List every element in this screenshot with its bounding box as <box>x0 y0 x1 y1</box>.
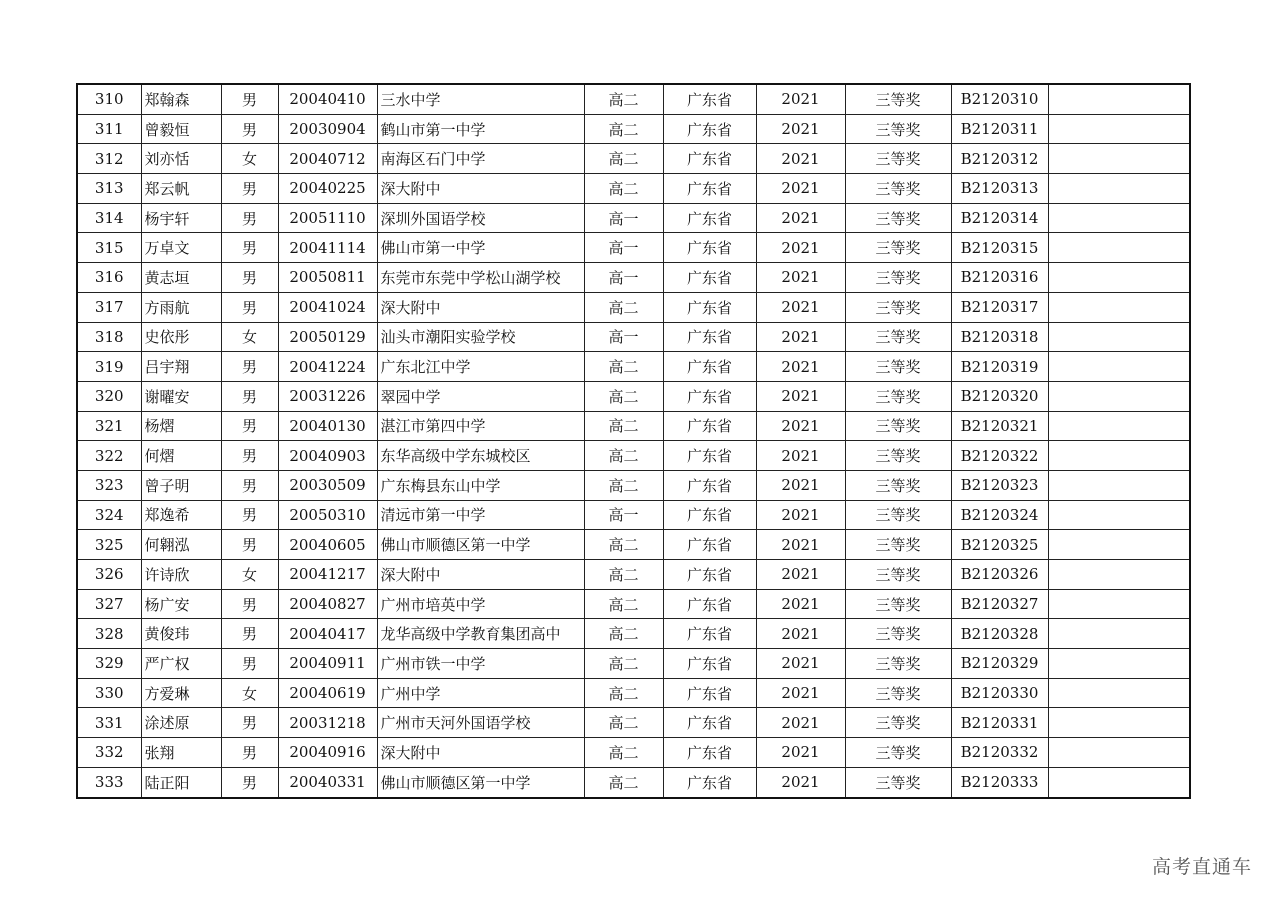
grade-cell: 高二 <box>584 619 663 649</box>
grade-cell: 高一 <box>584 263 663 293</box>
note-cell <box>1048 381 1190 411</box>
gender-cell: 男 <box>221 767 278 797</box>
row-number-cell: 318 <box>77 322 141 352</box>
school-cell: 龙华高级中学教育集团高中 <box>377 619 584 649</box>
table-row <box>77 589 1190 619</box>
birthdate-cell: 20041114 <box>278 233 377 263</box>
gender-cell: 男 <box>221 589 278 619</box>
school-cell: 翠园中学 <box>377 381 584 411</box>
row-number-cell: 324 <box>77 500 141 530</box>
grade-cell: 高二 <box>584 441 663 471</box>
award-cell: 三等奖 <box>845 381 951 411</box>
awards-table <box>76 83 1191 799</box>
year-cell: 2021 <box>756 500 845 530</box>
award-cell: 三等奖 <box>845 530 951 560</box>
table-row <box>77 352 1190 382</box>
school-cell: 广州市铁一中学 <box>377 649 584 679</box>
row-number-cell: 329 <box>77 649 141 679</box>
award-cell: 三等奖 <box>845 589 951 619</box>
row-number-cell: 311 <box>77 114 141 144</box>
student-name-cell: 何熠 <box>141 441 221 471</box>
grade-cell: 高二 <box>584 174 663 204</box>
province-cell: 广东省 <box>663 144 756 174</box>
school-cell: 清远市第一中学 <box>377 500 584 530</box>
birthdate-cell: 20040225 <box>278 174 377 204</box>
gender-cell: 男 <box>221 649 278 679</box>
province-cell: 广东省 <box>663 411 756 441</box>
province-cell: 广东省 <box>663 560 756 590</box>
award-cell: 三等奖 <box>845 263 951 293</box>
table-row <box>77 500 1190 530</box>
note-cell <box>1048 678 1190 708</box>
gender-cell: 女 <box>221 322 278 352</box>
birthdate-cell: 20041217 <box>278 560 377 590</box>
grade-cell: 高一 <box>584 322 663 352</box>
row-number-cell: 331 <box>77 708 141 738</box>
certificate-number-cell: B2120324 <box>951 500 1048 530</box>
note-cell <box>1048 708 1190 738</box>
gender-cell: 男 <box>221 233 278 263</box>
note-cell <box>1048 589 1190 619</box>
row-number-cell: 319 <box>77 352 141 382</box>
award-cell: 三等奖 <box>845 441 951 471</box>
certificate-number-cell: B2120315 <box>951 233 1048 263</box>
birthdate-cell: 20040130 <box>278 411 377 441</box>
gender-cell: 男 <box>221 738 278 768</box>
birthdate-cell: 20040619 <box>278 678 377 708</box>
certificate-number-cell: B2120330 <box>951 678 1048 708</box>
province-cell: 广东省 <box>663 322 756 352</box>
award-cell: 三等奖 <box>845 649 951 679</box>
birthdate-cell: 20040916 <box>278 738 377 768</box>
table-row <box>77 619 1190 649</box>
birthdate-cell: 20040903 <box>278 441 377 471</box>
student-name-cell: 杨广安 <box>141 589 221 619</box>
student-name-cell: 刘亦恬 <box>141 144 221 174</box>
award-cell: 三等奖 <box>845 233 951 263</box>
note-cell <box>1048 500 1190 530</box>
student-name-cell: 黄俊玮 <box>141 619 221 649</box>
table-row <box>77 470 1190 500</box>
certificate-number-cell: B2120319 <box>951 352 1048 382</box>
note-cell <box>1048 470 1190 500</box>
province-cell: 广东省 <box>663 292 756 322</box>
gender-cell: 女 <box>221 560 278 590</box>
school-cell: 广州市天河外国语学校 <box>377 708 584 738</box>
student-name-cell: 许诗欣 <box>141 560 221 590</box>
award-cell: 三等奖 <box>845 470 951 500</box>
watermark-text: 高考直通车 <box>1151 856 1252 878</box>
table-row <box>77 441 1190 471</box>
table-row <box>77 381 1190 411</box>
grade-cell: 高二 <box>584 649 663 679</box>
year-cell: 2021 <box>756 678 845 708</box>
gender-cell: 男 <box>221 411 278 441</box>
birthdate-cell: 20040410 <box>278 84 377 114</box>
note-cell <box>1048 203 1190 233</box>
certificate-number-cell: B2120316 <box>951 263 1048 293</box>
year-cell: 2021 <box>756 84 845 114</box>
province-cell: 广东省 <box>663 738 756 768</box>
province-cell: 广东省 <box>663 767 756 797</box>
note-cell <box>1048 263 1190 293</box>
year-cell: 2021 <box>756 233 845 263</box>
gender-cell: 男 <box>221 114 278 144</box>
award-cell: 三等奖 <box>845 500 951 530</box>
row-number-cell: 323 <box>77 470 141 500</box>
year-cell: 2021 <box>756 589 845 619</box>
table-row <box>77 738 1190 768</box>
table-row <box>77 203 1190 233</box>
year-cell: 2021 <box>756 649 845 679</box>
school-cell: 深大附中 <box>377 174 584 204</box>
province-cell: 广东省 <box>663 441 756 471</box>
note-cell <box>1048 114 1190 144</box>
school-cell: 汕头市潮阳实验学校 <box>377 322 584 352</box>
certificate-number-cell: B2120313 <box>951 174 1048 204</box>
row-number-cell: 312 <box>77 144 141 174</box>
row-number-cell: 332 <box>77 738 141 768</box>
province-cell: 广东省 <box>663 381 756 411</box>
school-cell: 东莞市东莞中学松山湖学校 <box>377 263 584 293</box>
birthdate-cell: 20040712 <box>278 144 377 174</box>
award-cell: 三等奖 <box>845 738 951 768</box>
gender-cell: 女 <box>221 678 278 708</box>
student-name-cell: 郑逸希 <box>141 500 221 530</box>
grade-cell: 高一 <box>584 233 663 263</box>
row-number-cell: 322 <box>77 441 141 471</box>
birthdate-cell: 20050129 <box>278 322 377 352</box>
award-cell: 三等奖 <box>845 619 951 649</box>
table-row <box>77 114 1190 144</box>
birthdate-cell: 20050310 <box>278 500 377 530</box>
award-cell: 三等奖 <box>845 352 951 382</box>
birthdate-cell: 20040827 <box>278 589 377 619</box>
student-name-cell: 万卓文 <box>141 233 221 263</box>
grade-cell: 高二 <box>584 589 663 619</box>
year-cell: 2021 <box>756 470 845 500</box>
certificate-number-cell: B2120311 <box>951 114 1048 144</box>
province-cell: 广东省 <box>663 263 756 293</box>
province-cell: 广东省 <box>663 500 756 530</box>
year-cell: 2021 <box>756 708 845 738</box>
certificate-number-cell: B2120332 <box>951 738 1048 768</box>
certificate-number-cell: B2120312 <box>951 144 1048 174</box>
gender-cell: 男 <box>221 84 278 114</box>
school-cell: 深大附中 <box>377 738 584 768</box>
award-cell: 三等奖 <box>845 174 951 204</box>
birthdate-cell: 20041224 <box>278 352 377 382</box>
gender-cell: 男 <box>221 441 278 471</box>
year-cell: 2021 <box>756 530 845 560</box>
grade-cell: 高二 <box>584 411 663 441</box>
grade-cell: 高一 <box>584 203 663 233</box>
province-cell: 广东省 <box>663 708 756 738</box>
certificate-number-cell: B2120314 <box>951 203 1048 233</box>
note-cell <box>1048 767 1190 797</box>
row-number-cell: 317 <box>77 292 141 322</box>
gender-cell: 男 <box>221 708 278 738</box>
province-cell: 广东省 <box>663 174 756 204</box>
birthdate-cell: 20030904 <box>278 114 377 144</box>
gender-cell: 男 <box>221 530 278 560</box>
school-cell: 广州中学 <box>377 678 584 708</box>
student-name-cell: 吕宇翔 <box>141 352 221 382</box>
grade-cell: 高二 <box>584 292 663 322</box>
gender-cell: 男 <box>221 263 278 293</box>
certificate-number-cell: B2120317 <box>951 292 1048 322</box>
school-cell: 广州市培英中学 <box>377 589 584 619</box>
note-cell <box>1048 560 1190 590</box>
grade-cell: 高二 <box>584 84 663 114</box>
student-name-cell: 杨熠 <box>141 411 221 441</box>
table-row <box>77 233 1190 263</box>
student-name-cell: 史依彤 <box>141 322 221 352</box>
year-cell: 2021 <box>756 174 845 204</box>
province-cell: 广东省 <box>663 203 756 233</box>
birthdate-cell: 20051110 <box>278 203 377 233</box>
province-cell: 广东省 <box>663 352 756 382</box>
table-row <box>77 560 1190 590</box>
grade-cell: 高二 <box>584 144 663 174</box>
table-row <box>77 530 1190 560</box>
row-number-cell: 327 <box>77 589 141 619</box>
note-cell <box>1048 174 1190 204</box>
certificate-number-cell: B2120328 <box>951 619 1048 649</box>
gender-cell: 男 <box>221 500 278 530</box>
table-row <box>77 84 1190 114</box>
note-cell <box>1048 292 1190 322</box>
gender-cell: 男 <box>221 174 278 204</box>
award-cell: 三等奖 <box>845 292 951 322</box>
certificate-number-cell: B2120326 <box>951 560 1048 590</box>
table-body <box>77 84 1190 798</box>
birthdate-cell: 20031226 <box>278 381 377 411</box>
certificate-number-cell: B2120333 <box>951 767 1048 797</box>
student-name-cell: 严广权 <box>141 649 221 679</box>
table-row <box>77 767 1190 797</box>
award-cell: 三等奖 <box>845 678 951 708</box>
award-cell: 三等奖 <box>845 708 951 738</box>
table-row <box>77 411 1190 441</box>
birthdate-cell: 20050811 <box>278 263 377 293</box>
grade-cell: 高二 <box>584 560 663 590</box>
row-number-cell: 314 <box>77 203 141 233</box>
student-name-cell: 谢曜安 <box>141 381 221 411</box>
note-cell <box>1048 233 1190 263</box>
certificate-number-cell: B2120327 <box>951 589 1048 619</box>
row-number-cell: 320 <box>77 381 141 411</box>
note-cell <box>1048 738 1190 768</box>
grade-cell: 高二 <box>584 114 663 144</box>
school-cell: 湛江市第四中学 <box>377 411 584 441</box>
birthdate-cell: 20040605 <box>278 530 377 560</box>
grade-cell: 高二 <box>584 708 663 738</box>
year-cell: 2021 <box>756 352 845 382</box>
year-cell: 2021 <box>756 203 845 233</box>
province-cell: 广东省 <box>663 114 756 144</box>
award-cell: 三等奖 <box>845 560 951 590</box>
province-cell: 广东省 <box>663 233 756 263</box>
grade-cell: 高一 <box>584 500 663 530</box>
student-name-cell: 张翔 <box>141 738 221 768</box>
grade-cell: 高二 <box>584 470 663 500</box>
table-row <box>77 649 1190 679</box>
province-cell: 广东省 <box>663 649 756 679</box>
school-cell: 广东梅县东山中学 <box>377 470 584 500</box>
row-number-cell: 313 <box>77 174 141 204</box>
year-cell: 2021 <box>756 767 845 797</box>
gender-cell: 女 <box>221 144 278 174</box>
certificate-number-cell: B2120310 <box>951 84 1048 114</box>
student-name-cell: 郑翰森 <box>141 84 221 114</box>
student-name-cell: 杨宇轩 <box>141 203 221 233</box>
certificate-number-cell: B2120323 <box>951 470 1048 500</box>
school-cell: 东华高级中学东城校区 <box>377 441 584 471</box>
table-row <box>77 263 1190 293</box>
note-cell <box>1048 352 1190 382</box>
note-cell <box>1048 84 1190 114</box>
table-row <box>77 174 1190 204</box>
year-cell: 2021 <box>756 263 845 293</box>
row-number-cell: 310 <box>77 84 141 114</box>
award-cell: 三等奖 <box>845 411 951 441</box>
table-row <box>77 678 1190 708</box>
note-cell <box>1048 411 1190 441</box>
year-cell: 2021 <box>756 381 845 411</box>
gender-cell: 男 <box>221 470 278 500</box>
year-cell: 2021 <box>756 411 845 441</box>
birthdate-cell: 20040417 <box>278 619 377 649</box>
certificate-number-cell: B2120329 <box>951 649 1048 679</box>
grade-cell: 高二 <box>584 530 663 560</box>
grade-cell: 高二 <box>584 738 663 768</box>
province-cell: 广东省 <box>663 678 756 708</box>
certificate-number-cell: B2120318 <box>951 322 1048 352</box>
gender-cell: 男 <box>221 619 278 649</box>
certificate-number-cell: B2120322 <box>951 441 1048 471</box>
province-cell: 广东省 <box>663 470 756 500</box>
award-cell: 三等奖 <box>845 114 951 144</box>
row-number-cell: 330 <box>77 678 141 708</box>
row-number-cell: 328 <box>77 619 141 649</box>
student-name-cell: 何翱泓 <box>141 530 221 560</box>
school-cell: 广东北江中学 <box>377 352 584 382</box>
student-name-cell: 曾毅恒 <box>141 114 221 144</box>
birthdate-cell: 20030509 <box>278 470 377 500</box>
birthdate-cell: 20040911 <box>278 649 377 679</box>
note-cell <box>1048 322 1190 352</box>
school-cell: 佛山市顺德区第一中学 <box>377 530 584 560</box>
note-cell <box>1048 649 1190 679</box>
school-cell: 鹤山市第一中学 <box>377 114 584 144</box>
school-cell: 南海区石门中学 <box>377 144 584 174</box>
student-name-cell: 涂述原 <box>141 708 221 738</box>
row-number-cell: 316 <box>77 263 141 293</box>
school-cell: 深大附中 <box>377 292 584 322</box>
birthdate-cell: 20040331 <box>278 767 377 797</box>
province-cell: 广东省 <box>663 589 756 619</box>
certificate-number-cell: B2120321 <box>951 411 1048 441</box>
year-cell: 2021 <box>756 114 845 144</box>
note-cell <box>1048 441 1190 471</box>
birthdate-cell: 20031218 <box>278 708 377 738</box>
row-number-cell: 325 <box>77 530 141 560</box>
year-cell: 2021 <box>756 738 845 768</box>
birthdate-cell: 20041024 <box>278 292 377 322</box>
table-row <box>77 708 1190 738</box>
table-row <box>77 144 1190 174</box>
row-number-cell: 326 <box>77 560 141 590</box>
certificate-number-cell: B2120320 <box>951 381 1048 411</box>
school-cell: 深圳外国语学校 <box>377 203 584 233</box>
note-cell <box>1048 144 1190 174</box>
note-cell <box>1048 530 1190 560</box>
award-cell: 三等奖 <box>845 84 951 114</box>
award-cell: 三等奖 <box>845 144 951 174</box>
award-cell: 三等奖 <box>845 322 951 352</box>
school-cell: 三水中学 <box>377 84 584 114</box>
year-cell: 2021 <box>756 292 845 322</box>
province-cell: 广东省 <box>663 619 756 649</box>
row-number-cell: 321 <box>77 411 141 441</box>
province-cell: 广东省 <box>663 84 756 114</box>
year-cell: 2021 <box>756 560 845 590</box>
gender-cell: 男 <box>221 381 278 411</box>
grade-cell: 高二 <box>584 381 663 411</box>
award-cell: 三等奖 <box>845 203 951 233</box>
school-cell: 佛山市顺德区第一中学 <box>377 767 584 797</box>
school-cell: 深大附中 <box>377 560 584 590</box>
table-row <box>77 322 1190 352</box>
year-cell: 2021 <box>756 144 845 174</box>
student-name-cell: 方爱琳 <box>141 678 221 708</box>
grade-cell: 高二 <box>584 678 663 708</box>
year-cell: 2021 <box>756 322 845 352</box>
grade-cell: 高二 <box>584 352 663 382</box>
year-cell: 2021 <box>756 619 845 649</box>
student-name-cell: 方雨航 <box>141 292 221 322</box>
student-name-cell: 郑云帆 <box>141 174 221 204</box>
row-number-cell: 315 <box>77 233 141 263</box>
school-cell: 佛山市第一中学 <box>377 233 584 263</box>
gender-cell: 男 <box>221 203 278 233</box>
certificate-number-cell: B2120325 <box>951 530 1048 560</box>
student-name-cell: 陆正阳 <box>141 767 221 797</box>
award-cell: 三等奖 <box>845 767 951 797</box>
gender-cell: 男 <box>221 352 278 382</box>
note-cell <box>1048 619 1190 649</box>
table-row <box>77 292 1190 322</box>
gender-cell: 男 <box>221 292 278 322</box>
province-cell: 广东省 <box>663 530 756 560</box>
student-name-cell: 曾子明 <box>141 470 221 500</box>
student-name-cell: 黄志垣 <box>141 263 221 293</box>
certificate-number-cell: B2120331 <box>951 708 1048 738</box>
year-cell: 2021 <box>756 441 845 471</box>
grade-cell: 高二 <box>584 767 663 797</box>
row-number-cell: 333 <box>77 767 141 797</box>
